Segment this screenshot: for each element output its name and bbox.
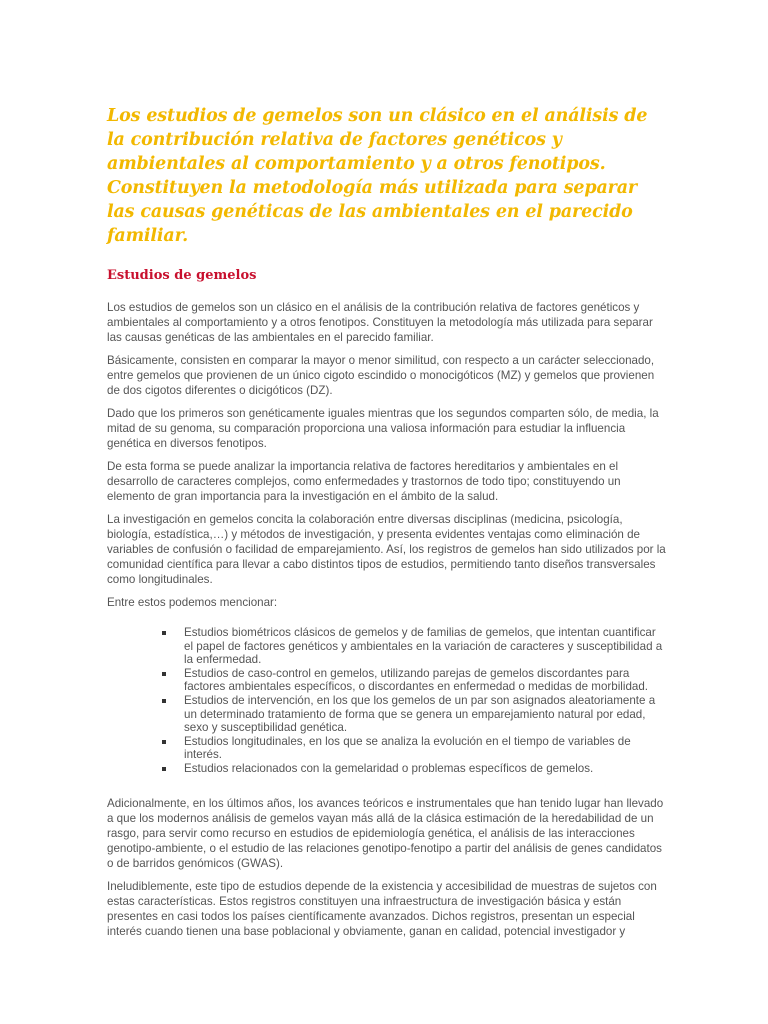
bullet-icon: [162, 699, 166, 703]
paragraph: Dado que los primeros son genéticamente iguales mientras que los segundos comparten sólo, de media, la mitad de su genoma, su comparación proporciona una valiosa información para estudiar la influencia genética en diversos fenotipos.: [107, 407, 659, 450]
list-item-text: Estudios de intervención, en los que los gemelos de un par son asignados aleatoriamente a un determinado tratamiento de forma que se genera un emparejamiento natural por edad, sexo y susceptibilidad genética.: [184, 693, 656, 735]
list-item-text: Estudios de caso-control en gemelos, utilizando parejas de gemelos discordantes para factores ambientales específicos, o discordantes en enfermedad o medidas de morbilidad.: [184, 666, 649, 694]
list-item: [162, 626, 667, 667]
list-item: [162, 694, 667, 735]
bullet-icon: [162, 740, 166, 744]
section-title: Estudios de gemelos: [107, 268, 257, 283]
paragraph: La investigación en gemelos concita la colaboración entre diversas disciplinas (medicina, psicología, biología, estadística,…) y métodos de investigación, y presenta evidentes ventajas como eliminación de variables de confusión o facilidad de emparejamiento. Así, los registros de gemelos han sido utilizados por la comunidad científica para llevar a cabo distintos tipos de estudios, permitiendo tanto diseños transversales como longitudinales.: [107, 513, 666, 586]
lead-heading: Los estudios de gemelos son un clásico en el análisis de la contribución relativa de factores genéticos y ambientales al comportamiento y a otros fenotipos. Constituyen la metodología más utilizada para separar las causas genéticas de las ambientales en el parecido familiar.: [107, 106, 648, 246]
paragraph: De esta forma se puede analizar la importancia relativa de factores hereditarios y ambientales en el desarrollo de caracteres complejos, como enfermedades y trastornos de todo tipo; constituyendo un elemento de gran importancia para la investigación en el ámbito de la salud.: [107, 460, 621, 503]
list-item-text: Estudios relacionados con la gemelaridad o problemas específicos de gemelos.: [184, 761, 594, 775]
list-item: [162, 762, 667, 776]
bullet-icon: [162, 767, 166, 771]
paragraph: Entre estos podemos mencionar:: [107, 596, 278, 609]
list-item-text: Estudios longitudinales, en los que se analiza la evolución en el tiempo de variables de interés.: [184, 734, 631, 762]
paragraph: Adicionalmente, en los últimos años, los avances teóricos e instrumentales que han tenido lugar han llevado a que los modernos análisis de gemelos vayan más allá de la clásica estimación de la heredabilidad de un rasgo, para servir como recurso en estudios de epidemiología genética, el análisis de las interacciones genotipo-ambiente, o el estudio de las relaciones genotipo-fenotipo a partir del análisis de genes candidatos o de barridos genómicos (GWAS).: [107, 796, 664, 870]
study-types-list: [107, 626, 667, 776]
paragraph: Básicamente, consisten en comparar la mayor o menor similitud, con respecto a un carácter seleccionado, entre gemelos que provienen de un único cigoto escindido o monocigóticos (MZ) y gemelos que provienen de dos cigotos diferentes o dicigóticos (DZ).: [107, 354, 655, 397]
document-page: [107, 104, 667, 947]
list-item-text: Estudios biométricos clásicos de gemelos y de familias de gemelos, que intentan cuantificar el papel de factores genéticos y ambientales en la variación de caracteres y susceptibilidad a la enfermedad.: [184, 626, 663, 667]
bullet-icon: [162, 631, 166, 635]
list-item: [162, 667, 667, 694]
bullet-icon: [162, 672, 166, 676]
paragraph: Los estudios de gemelos son un clásico en el análisis de la contribución relativa de factores genéticos y ambientales al comportamiento y a otros fenotipos. Constituyen la metodología más utilizada para separar las causas genéticas de las ambientales en el parecido familiar.: [107, 301, 653, 344]
list-item: [162, 735, 667, 762]
paragraph: Ineludiblemente, este tipo de estudios depende de la existencia y accesibilidad de muestras de sujetos con estas características. Estos registros constituyen una infraestructura de investigación básica y están presentes en casi todos los países científicamente avanzados. Dichos registros, presentan un especial interés cuando tienen una base poblacional y obviamente, ganan en calidad, potencial investigador y: [107, 879, 657, 938]
